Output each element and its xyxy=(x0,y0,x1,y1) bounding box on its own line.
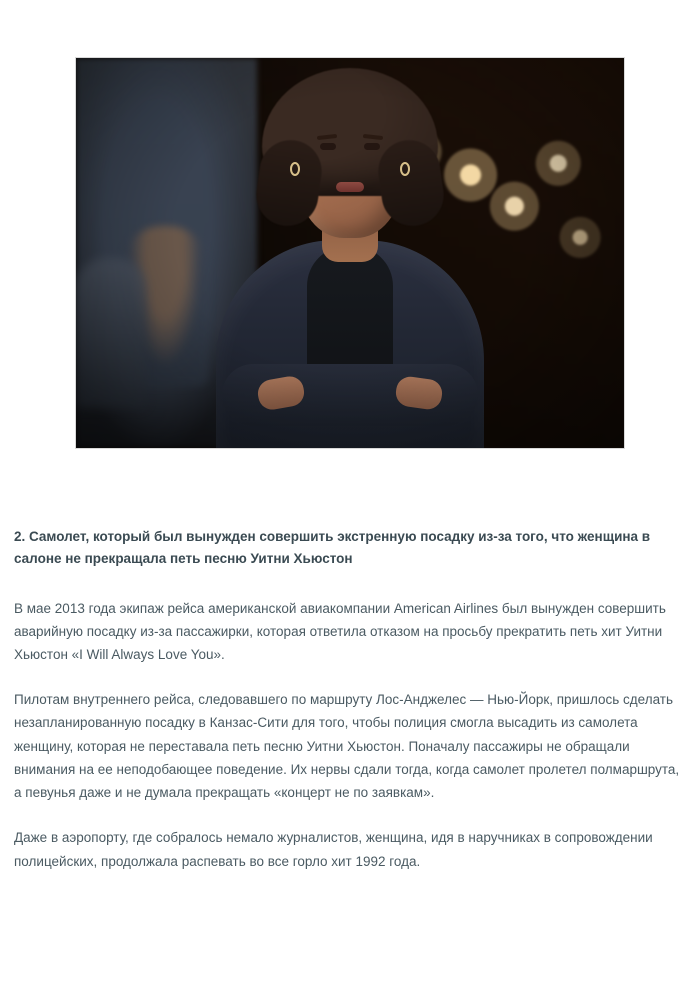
photo-vignette xyxy=(76,58,624,448)
article-photo xyxy=(76,58,624,448)
article-heading: 2. Самолет, который был вынужден совершить экстренную посадку из-за того, что женщина в салоне не прекращала петь песню Уитни Хьюстон xyxy=(14,529,651,567)
article-paragraph: В мае 2013 года экипаж рейса американской авиакомпании American Airlines был вынужден совершить аварийную посадку из-за пассажирки, которая ответила отказом на просьбу прекратить петь хит Уитни Хьюстон «I Will Always Love You». xyxy=(14,600,666,662)
article-paragraph: Пилотам внутреннего рейса, следовавшего по маршруту Лос-Анджелес — Нью-Йорк, пришлось сделать незапланированную посадку в Канзас-Сити для того, чтобы полиция смогла высадить из самолета женщину, которая не переставала петь песню Уитни Хьюстон. Поначалу пассажиры не обращали внимания на ее неподобающее поведение. Их нервы сдали тогда, когда самолет пролетел полмаршрута, а певунья даже и не думала прекращать «концерт не по заявкам». xyxy=(14,692,680,801)
article-paragraph: Даже в аэропорту, где собралось немало журналистов, женщина, идя в наручниках в сопровождении полицейских, продолжала распевать во все горло хит 1992 года. xyxy=(14,830,653,869)
article-content xyxy=(0,526,700,873)
article-figure xyxy=(0,0,700,448)
